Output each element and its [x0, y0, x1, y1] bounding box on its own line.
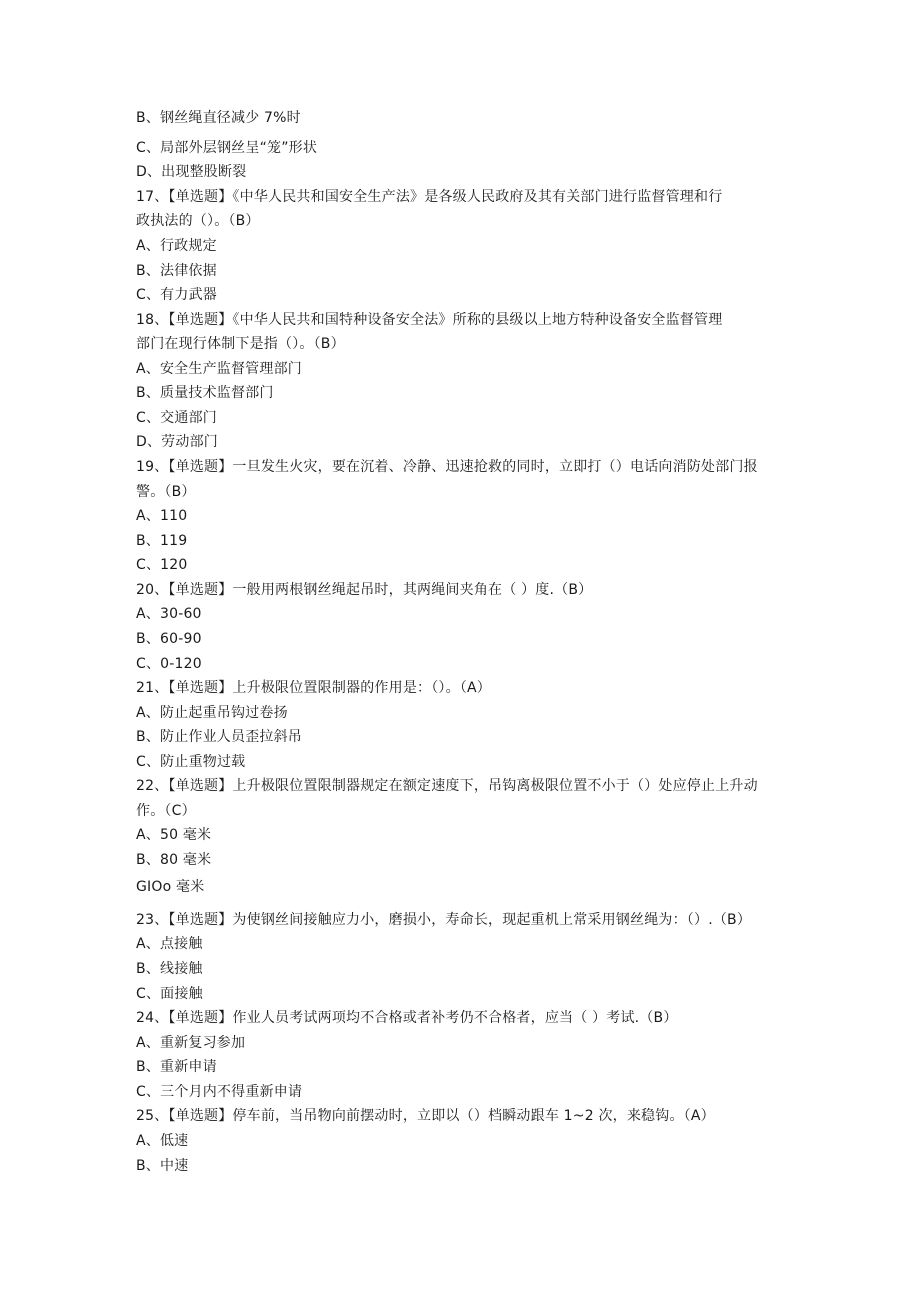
option-line: C、三个月内不得重新申请: [136, 1084, 303, 1100]
question-line: 18、【单选题】《中华人民共和国特种设备安全法》所称的县级以上地方特种设备安全监督管理: [136, 312, 723, 328]
option-line: C、面接触: [136, 986, 203, 1002]
option-line: C、防止重物过载: [136, 754, 246, 770]
question-line: 警。（B）: [136, 484, 196, 500]
option-line: D、劳动部门: [136, 434, 218, 450]
option-line: A、安全生产监督管理部门: [136, 361, 302, 377]
option-line: B、法律依据: [136, 263, 217, 279]
option-line: B、质量技术监督部门: [136, 385, 274, 401]
question-line: 20、【单选题】一般用两根钢丝绳起吊时，其两绳间夹角在（ ）度.（B）: [136, 582, 593, 598]
option-line: A、重新复习参加: [136, 1035, 246, 1051]
option-line: A、点接触: [136, 936, 203, 952]
option-line: B、中速: [136, 1158, 189, 1174]
question-line: 24、【单选题】作业人员考试两项均不合格或者补考仍不合格者，应当（ ）考试.（B）: [136, 1010, 678, 1026]
option-line: C、局部外层钢丝呈“笼”形状: [136, 140, 318, 156]
question-line: 22、【单选题】上升极限位置限制器规定在额定速度下，吊钩离极限位置不小于（）处应停止上升动: [136, 778, 758, 794]
question-line: 19、【单选题】一旦发生火灾，要在沉着、冷静、迅速抢救的同时，立即打（）电话向消防处部门报: [136, 459, 758, 475]
option-line: A、低速: [136, 1133, 189, 1149]
option-line: B、钢丝绳直径减少 7%时: [136, 110, 301, 126]
question-line: 23、【单选题】为使钢丝间接触应力小，磨损小，寿命长，现起重机上常采用钢丝绳为：（）.（B）: [136, 912, 752, 928]
question-line: 作。（C）: [136, 803, 196, 819]
option-line: D、出现整股断裂: [136, 164, 247, 180]
question-line: 25、【单选题】停车前，当吊物向前摆动时，立即以（）档瞬动跟车 1~2 次，来稳钩。（A）: [136, 1108, 715, 1124]
question-line: 部门在现行体制下是指（）。（B）: [136, 336, 345, 352]
option-line: C、交通部门: [136, 410, 217, 426]
option-line: B、重新申请: [136, 1059, 217, 1075]
option-line: GIOo 毫米: [136, 879, 205, 895]
question-line: 17、【单选题】《中华人民共和国安全生产法》是各级人民政府及其有关部门进行监督管理和行: [136, 189, 723, 205]
option-line: B、80 毫米: [136, 852, 212, 868]
option-line: A、防止起重吊钩过卷扬: [136, 705, 288, 721]
option-line: B、60-90: [136, 631, 202, 647]
question-line: 21、【单选题】上升极限位置限制器的作用是：（）。（A）: [136, 680, 491, 696]
option-line: C、有力武器: [136, 287, 217, 303]
option-line: B、119: [136, 533, 188, 549]
option-line: A、110: [136, 508, 188, 524]
option-line: B、防止作业人员歪拉斜吊: [136, 729, 303, 745]
option-line: C、120: [136, 557, 188, 573]
option-line: A、30-60: [136, 606, 202, 622]
option-line: B、线接触: [136, 961, 203, 977]
question-line: 政执法的（）。（B）: [136, 213, 260, 229]
option-line: A、50 毫米: [136, 827, 212, 843]
option-line: C、0-120: [136, 656, 202, 672]
option-line: A、行政规定: [136, 238, 217, 254]
